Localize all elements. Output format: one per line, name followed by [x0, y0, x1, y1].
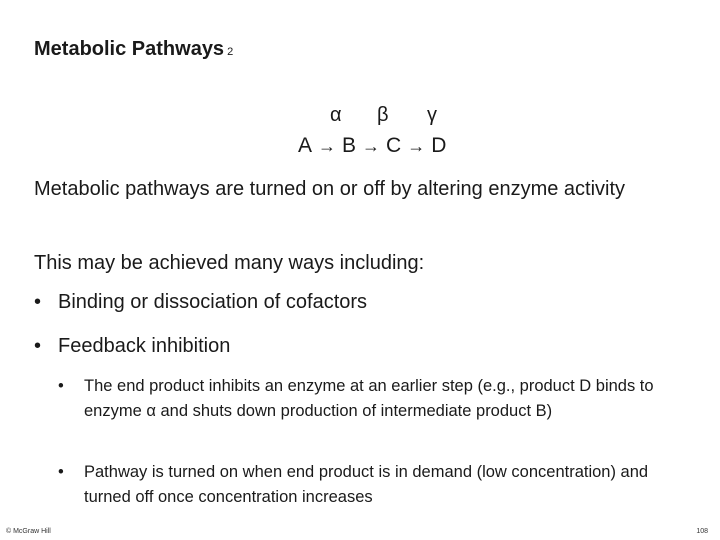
title-text: Metabolic Pathways: [34, 38, 225, 60]
bullet-icon: •: [58, 377, 64, 395]
arrow-icon: →: [362, 136, 381, 156]
list-item: [34, 332, 230, 360]
pathway-node-c: C: [386, 134, 402, 157]
list-item: [34, 288, 367, 316]
pathway-node-a: A: [298, 134, 313, 157]
ways-paragraph: This may be achieved many ways including:: [34, 252, 425, 274]
intro-paragraph: Metabolic pathways are turned on or off by altering enzyme activity: [34, 178, 626, 200]
copyright-notice: © McGraw Hill: [6, 528, 51, 535]
pathway-node-d: D: [431, 134, 447, 157]
list-item-text: Feedback inhibition: [58, 335, 231, 357]
bullet-icon: •: [34, 335, 42, 357]
title-suffix: 2: [227, 46, 234, 58]
arrow-icon: →: [407, 136, 426, 156]
page-number: 108: [696, 528, 708, 535]
enzyme-beta-label: β: [377, 104, 389, 126]
sub-list-item-text: The end product inhibits an enzyme at an earlier step (e.g., product D binds to enzyme α and shuts down production of intermediate product B): [84, 377, 654, 420]
bullet-icon: •: [58, 463, 64, 481]
list-item-text: Binding or dissociation of cofactors: [58, 291, 368, 313]
pathway-node-b: B: [342, 134, 357, 157]
sub-list-item: [58, 374, 688, 424]
enzyme-gamma-label: γ: [427, 104, 437, 126]
arrow-icon: →: [318, 136, 337, 156]
bullet-icon: •: [34, 291, 42, 313]
sub-list-item-text: Pathway is turned on when end product is in demand (low concentration) and turned off once concentration increases: [84, 463, 649, 506]
slide-title: [34, 38, 233, 61]
sub-list-item: [58, 460, 688, 510]
pathway-diagram: [298, 134, 446, 158]
enzyme-alpha-label: α: [330, 104, 342, 126]
